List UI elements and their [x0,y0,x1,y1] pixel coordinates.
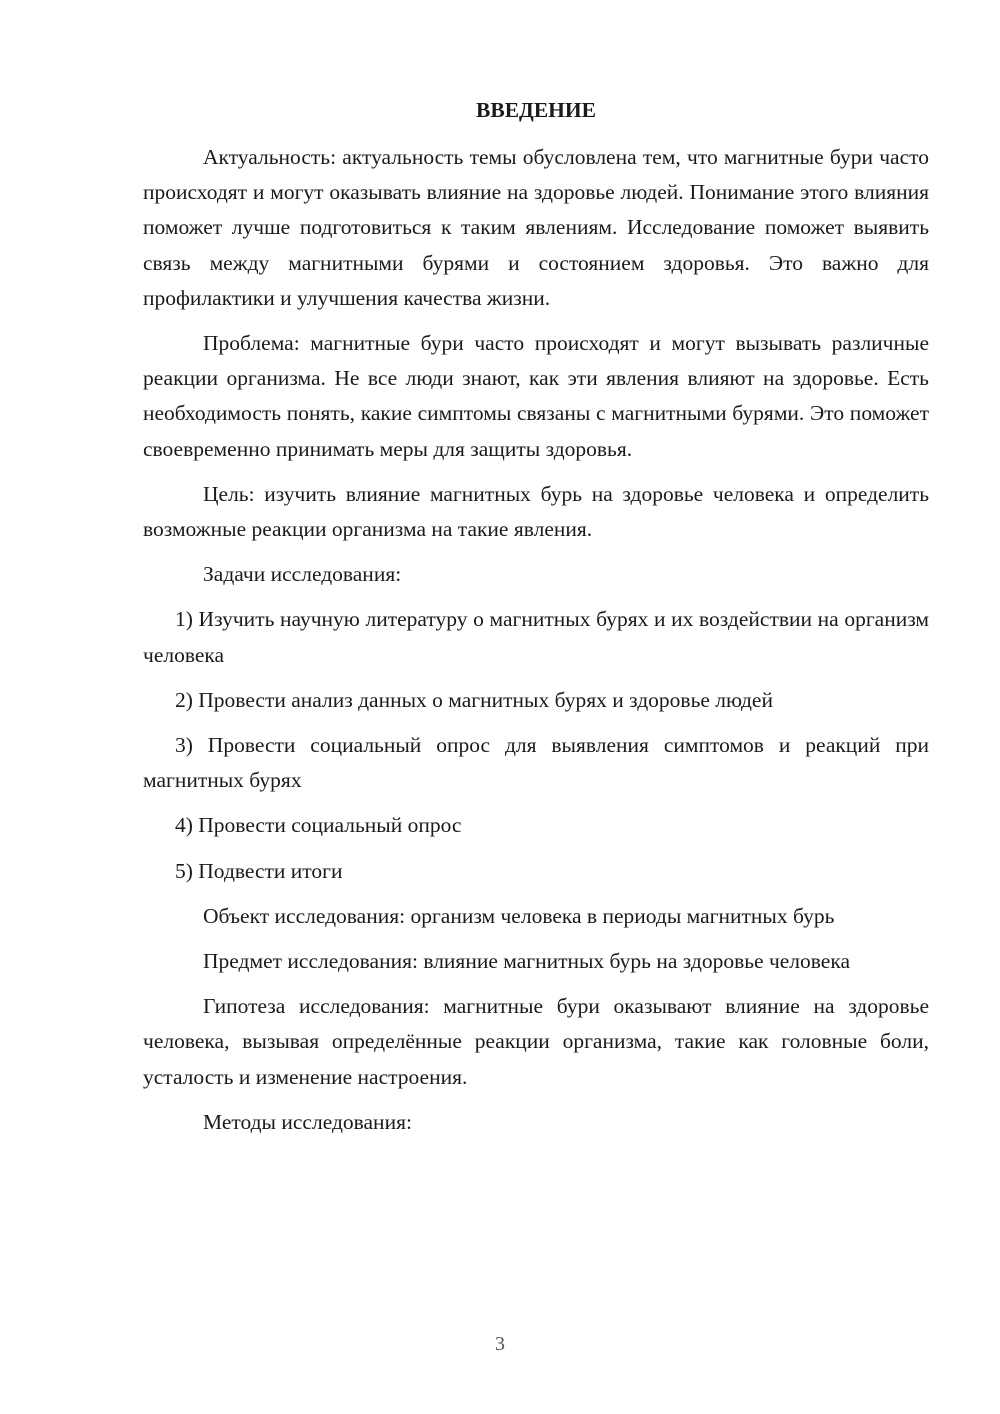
paragraph-relevance: Актуальность: актуальность темы обусловлена тем, что магнитные бури часто происходят и могут оказывать влияние на здоровье людей. Понимание этого влияния поможет лучше подготовиться к таким явлениям. Исследование поможет выявить связь между магнитными бурями и состоянием здоровья. Это важно для профилактики и улучшения качества жизни. [143,145,929,310]
paragraph-methods: Методы исследования: [203,1109,412,1134]
paragraph-hypothesis: Гипотеза исследования: магнитные бури оказывают влияние на здоровье человека, вызывая определённые реакции организма, такие как головные боли, усталость и изменение настроения. [143,994,929,1089]
paragraph-tasks-heading: Задачи исследования: [203,562,402,587]
task-item-1: 1) Изучить научную литературу о магнитных бурях и их воздействии на организм человека [143,607,929,667]
page-number: 3 [495,1333,505,1355]
paragraph-problem: Проблема: магнитные бури часто происходят и могут вызывать различные реакции организма. Не все люди знают, как эти явления влияют на здоровье. Есть необходимость понять, какие симптомы связаны с магнитными бурями. Это поможет своевременно принимать меры для защиты здоровья. [143,331,929,461]
task-item-4: 4) Провести социальный опрос [175,813,462,838]
task-item-2: 2) Провести анализ данных о магнитных бурях и здоровье людей [175,687,773,712]
page-title: ВВЕДЕНИЕ [476,98,596,122]
paragraph-object: Объект исследования: организм человека в периоды магнитных бурь [203,903,835,928]
paragraph-goal: Цель: изучить влияние магнитных бурь на здоровье человека и определить возможные реакции организма на такие явления. [143,481,929,542]
paragraph-subject: Предмет исследования: влияние магнитных бурь на здоровье человека [203,949,851,974]
page-content [143,93,929,1150]
task-item-5: 5) Подвести итоги [175,858,343,883]
task-item-3: 3) Провести социальный опрос для выявления симптомов и реакций при магнитных бурях [143,733,929,793]
